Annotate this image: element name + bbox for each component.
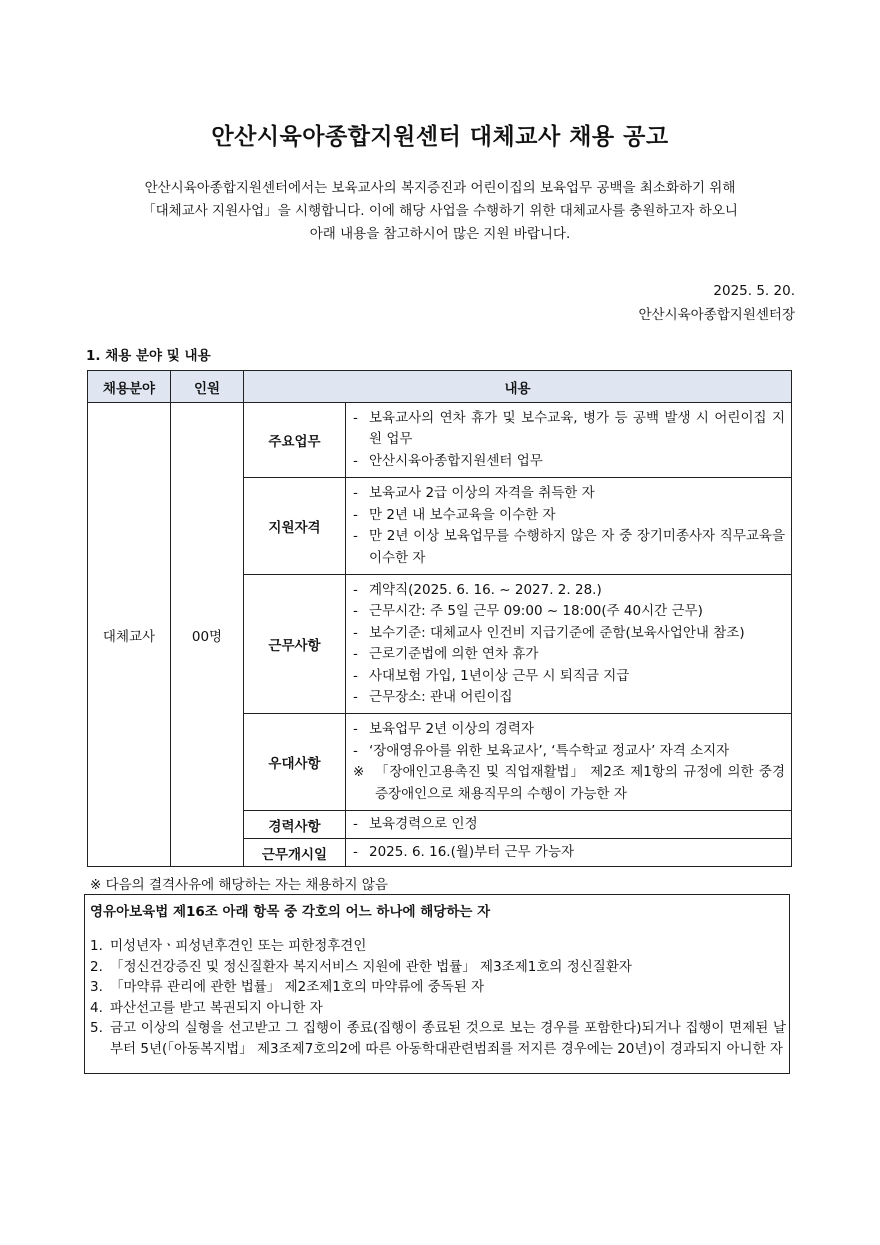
intro-line: 안산시육아종합지원센터에서는 보육교사의 복지증진과 어린이집의 보육업무 공백을 최소화하기 위해 <box>144 180 736 196</box>
item-text: 만 2년 이상 보육업무를 수행하지 않은 자 중 장기미종사자 직무교육을 이수한 자 <box>369 528 785 566</box>
row-label: 주요업무 <box>244 403 346 478</box>
content-item <box>353 719 785 741</box>
item-text: 사대보험 가입, 1년이상 근무 시 퇴직금 지급 <box>369 667 630 684</box>
list-text: 「마약류 관리에 관한 법률」 제2조제1호의 마약류에 중독된 자 <box>110 979 485 995</box>
table-body <box>88 403 792 867</box>
recruit-field-cell: 대체교사 <box>88 403 171 867</box>
row-label: 경력사항 <box>244 811 346 839</box>
row-content <box>346 811 792 839</box>
list-item <box>90 957 786 978</box>
row-label: 근무사항 <box>244 575 346 714</box>
item-text: 「장애인고용촉진 및 직업재활법」 제2조 제1항의 규정에 의한 중경증장애인으로 채용직무의 수행이 가능한 자 <box>375 764 785 802</box>
header-content: 내용 <box>244 371 792 403</box>
row-content <box>346 575 792 714</box>
row-label: 우대사항 <box>244 714 346 811</box>
content-item <box>353 483 785 505</box>
content-item <box>353 687 785 709</box>
disqualification-list <box>90 936 786 1059</box>
list-item <box>90 936 786 957</box>
header-count: 인원 <box>171 371 244 403</box>
item-marker: - <box>353 528 358 544</box>
item-text: 보육교사 2급 이상의 자격을 취득한 자 <box>369 485 595 501</box>
list-item <box>90 977 786 998</box>
disqualification-box <box>84 894 790 1074</box>
disqualification-heading: ※ 다음의 결격사유에 해당하는 자는 채용하지 않음 <box>90 877 388 893</box>
item-text: 근무시간: 주 5일 근무 09:00 ~ 18:00(주 40시간 근무) <box>369 603 703 619</box>
content-item <box>353 408 785 451</box>
item-marker: - <box>353 506 358 523</box>
item-text: 2025. 6. 16.(월)부터 근무 가능자 <box>369 843 575 860</box>
content-item <box>353 666 785 688</box>
header-field: 채용분야 <box>88 371 171 403</box>
list-text: 금고 이상의 실형을 선고받고 그 집행이 종료(집행이 종료된 것으로 보는 경우를 포함한다)되거나 집행이 면제된 날부터 5년(「아동복지법」 제3조제7호의2에 따른 아동학대관련범죄를 저지른 경우에는 20년)이 경과되지 아니한 자 <box>110 1020 786 1057</box>
list-number: 2. <box>90 958 103 975</box>
table-row <box>88 403 792 478</box>
table-header-row <box>88 371 792 403</box>
intro-line: 아래 내용을 참고하시어 많은 지원 바랍니다. <box>309 226 571 242</box>
item-marker: - <box>353 721 358 737</box>
content-item <box>353 601 785 623</box>
item-text: 계약직(2025. 6. 16. ~ 2027. 2. 28.) <box>369 581 602 598</box>
item-text: 보육경력으로 인정 <box>369 815 478 832</box>
row-content <box>346 714 792 811</box>
item-text: 만 2년 내 보수교육을 이수한 자 <box>369 506 556 523</box>
item-marker: - <box>353 624 358 641</box>
item-marker: - <box>353 581 358 598</box>
disqualification-box-title: 영유아보육법 제16조 아래 항목 중 각호의 어느 하나에 해당하는 자 <box>90 904 491 920</box>
content-item <box>353 814 785 836</box>
intro-paragraph <box>90 177 790 246</box>
list-number: 5. <box>90 1020 103 1036</box>
content-item <box>353 762 785 805</box>
row-content <box>346 839 792 867</box>
row-label: 지원자격 <box>244 478 346 575</box>
content-item <box>353 451 785 473</box>
content-item <box>353 580 785 602</box>
announcement-date: 2025. 5. 20. <box>713 283 795 299</box>
item-marker: - <box>353 843 358 860</box>
content-item <box>353 741 785 763</box>
item-text: 보육업무 2년 이상의 경력자 <box>369 721 534 737</box>
content-item <box>353 644 785 666</box>
item-marker: - <box>353 667 358 684</box>
item-marker: - <box>353 409 358 426</box>
list-text: 미성년자ㆍ피성년후견인 또는 피한정후견인 <box>110 938 367 954</box>
row-label: 근무개시일 <box>244 839 346 867</box>
item-text: 안산시육아종합지원센터 업무 <box>369 452 543 469</box>
item-marker: - <box>353 742 358 759</box>
list-item <box>90 998 786 1019</box>
list-text: 파산선고를 받고 복권되지 아니한 자 <box>110 999 323 1016</box>
item-marker: - <box>353 485 358 501</box>
page-title: 안산시육아종합지원센터 대체교사 채용 공고 <box>211 124 669 150</box>
content-item <box>353 842 785 864</box>
intro-line: 「대체교사 지원사업」을 시행합니다. 이에 해당 사업을 수행하기 위한 대체교사를 충원하고자 하오니 <box>142 203 738 219</box>
item-text: ‘장애영유아를 위한 보육교사’, ‘특수학교 정교사’ 자격 소지자 <box>369 742 730 759</box>
item-text: 보수기준: 대체교사 인건비 지급기준에 준함(보육사업안내 참조) <box>369 624 745 641</box>
list-number: 4. <box>90 999 103 1016</box>
content-item <box>353 623 785 645</box>
list-text: 「정신건강증진 및 정신질환자 복지서비스 지원에 관한 법률」 제3조제1호의 정신질환자 <box>110 958 632 975</box>
item-text: 보육교사의 연차 휴가 및 보수교육, 병가 등 공백 발생 시 어린이집 지원 업무 <box>369 409 785 448</box>
content-item <box>353 505 785 527</box>
item-marker: - <box>353 815 358 832</box>
item-marker: - <box>353 603 358 619</box>
list-item <box>90 1018 786 1059</box>
issuer-name: 안산시육아종합지원센터장 <box>638 307 795 323</box>
item-marker: ※ <box>353 764 365 780</box>
item-marker: - <box>353 689 358 705</box>
row-content <box>346 478 792 575</box>
item-marker: - <box>353 646 358 662</box>
item-text: 근로기준법에 의한 연차 휴가 <box>369 646 539 662</box>
item-marker: - <box>353 452 358 469</box>
content-item <box>353 526 785 569</box>
list-number: 3. <box>90 979 103 995</box>
section-1-title: 1. 채용 분야 및 내용 <box>86 348 211 364</box>
recruitment-table <box>87 370 792 867</box>
list-number: 1. <box>90 938 103 954</box>
item-text: 근무장소: 관내 어린이집 <box>369 689 513 705</box>
headcount-cell: 00명 <box>171 403 244 867</box>
row-content <box>346 403 792 478</box>
